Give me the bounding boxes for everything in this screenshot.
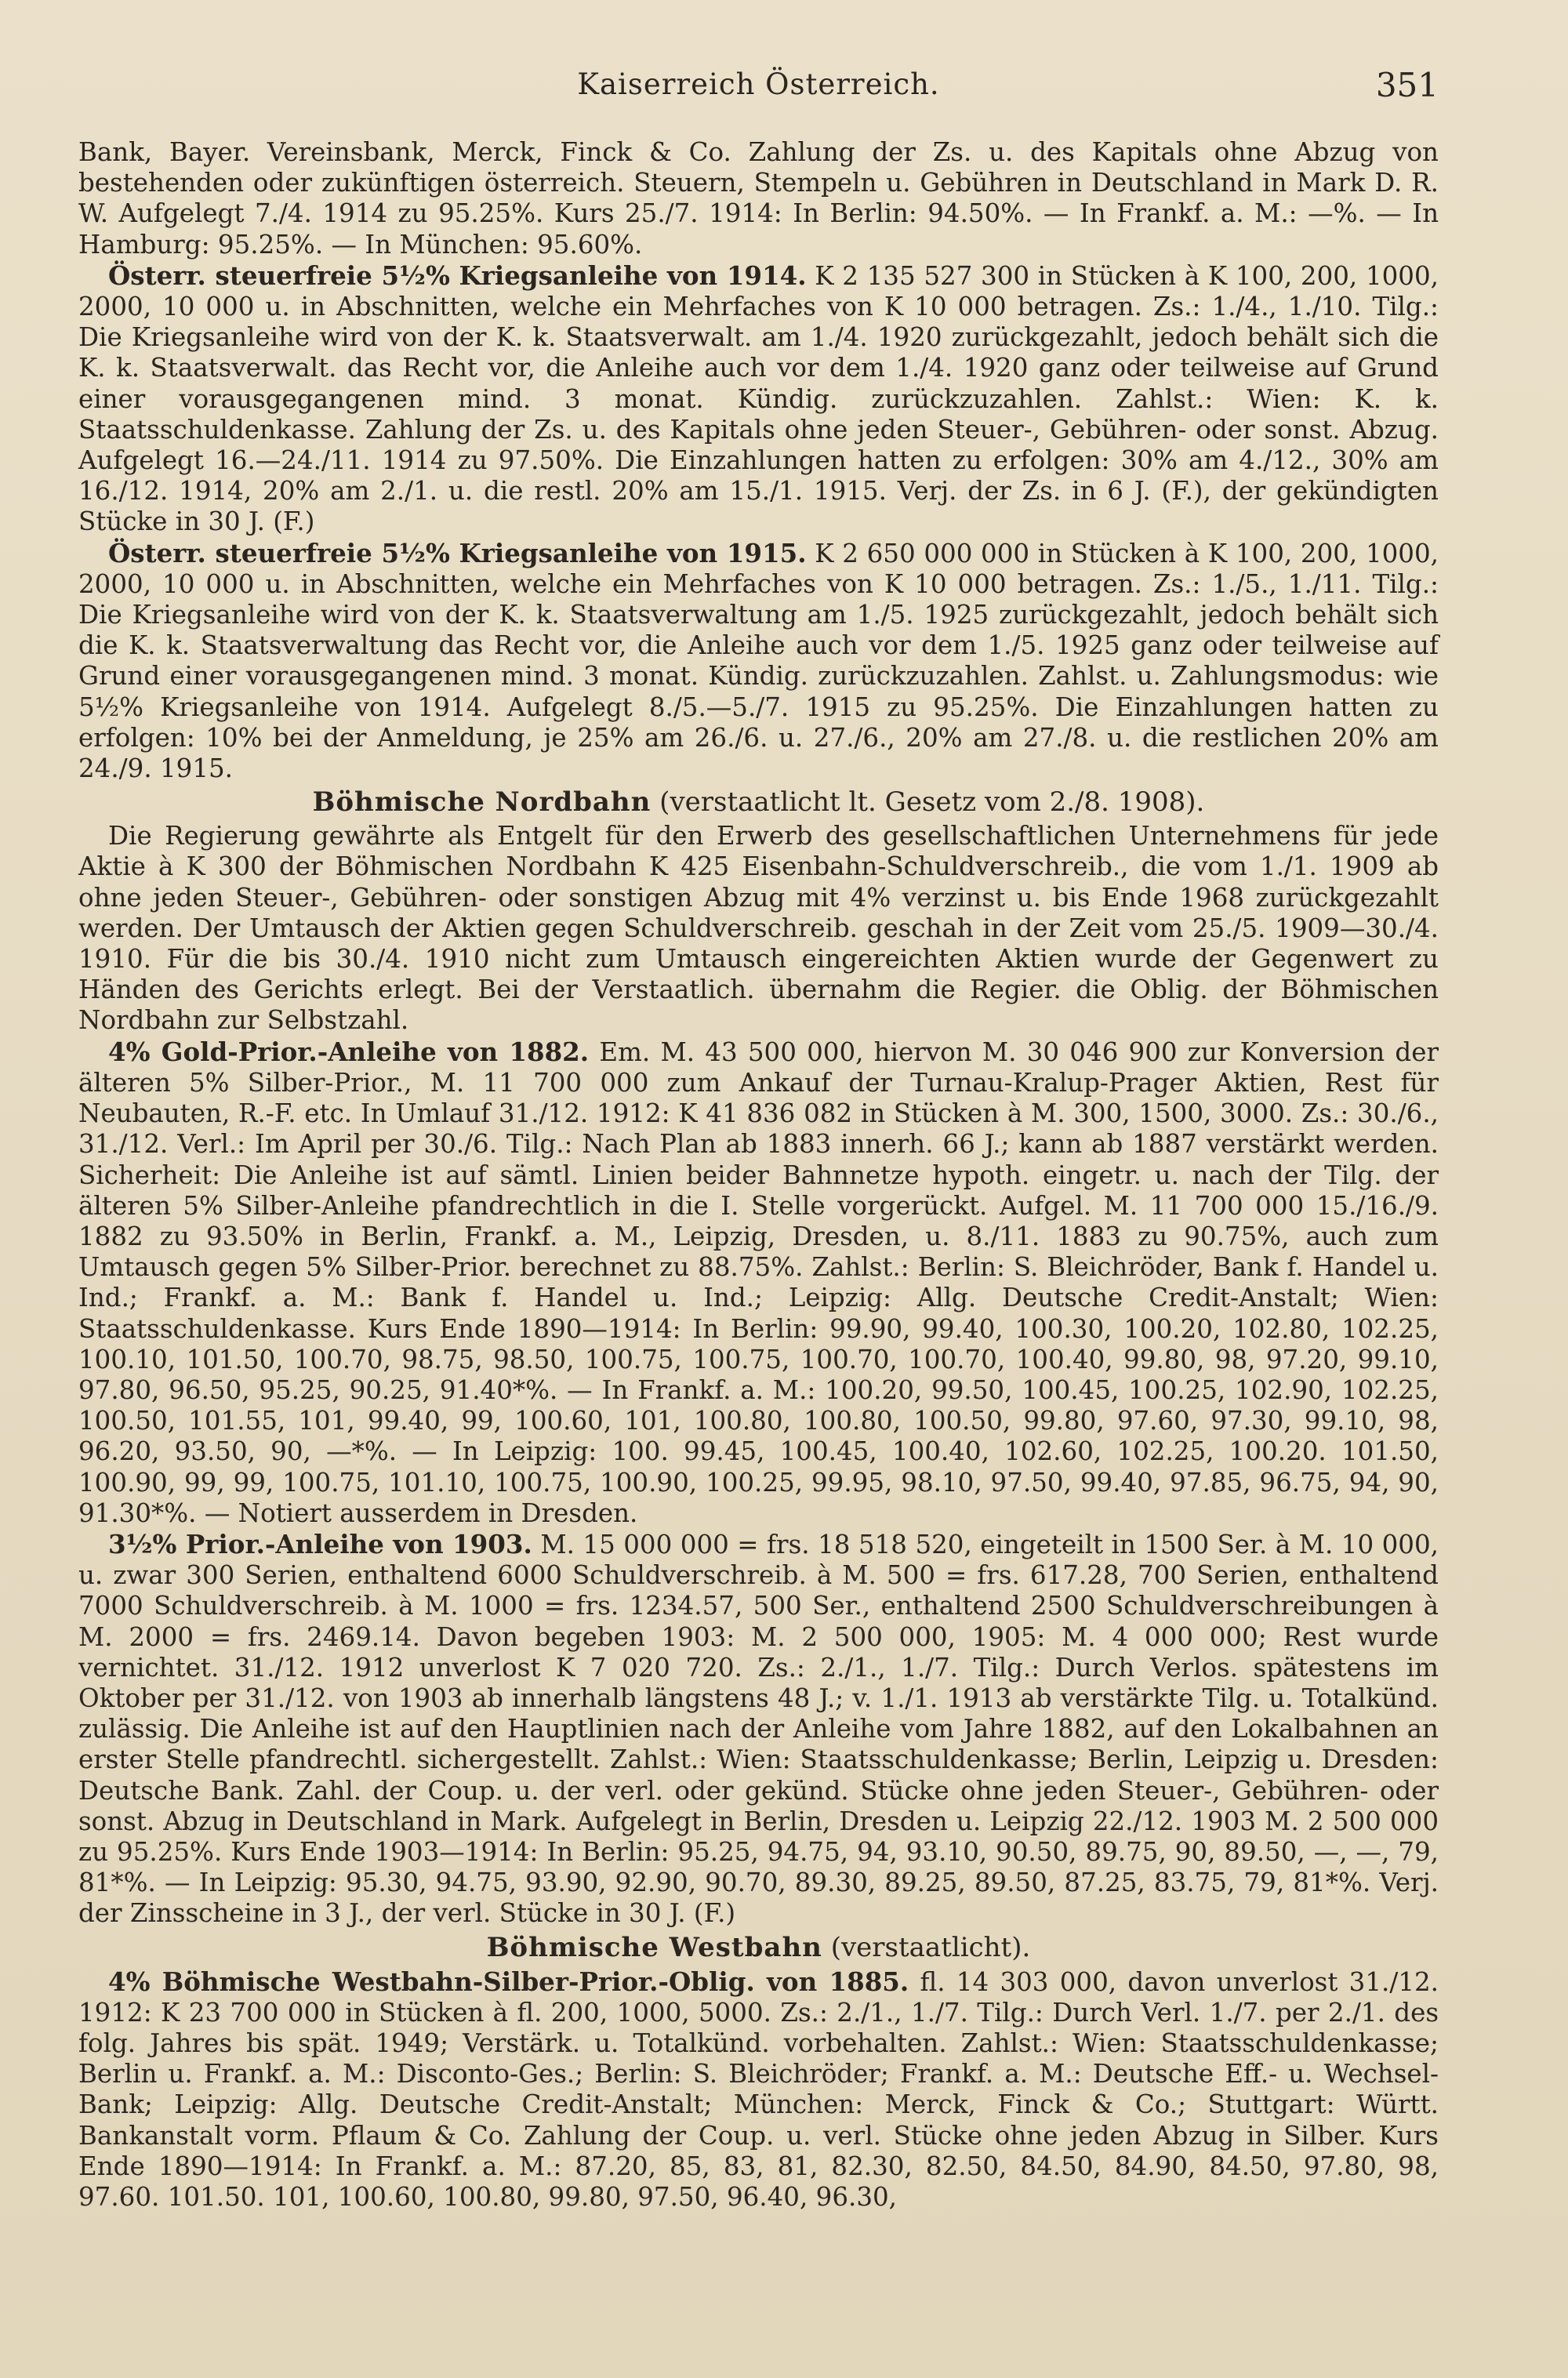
entry-title: 4% Gold-Prior.-Anleihe von 1882. [108, 1036, 590, 1067]
entry-title: 3½% Prior.-Anleihe von 1903. [108, 1528, 532, 1559]
entry-text: Em. M. 43 500 000, hiervon M. 30 046 900 zur Konversion der älteren 5% Silber-Prior., M. 11 700 000 zum Ankauf der Turnau-Kralup-Prager Aktien, Rest für Neubauten, R.-F. etc. In Umlauf 31./12. 1912: K 41 836 082 in Stücken à M. 300, 1500, 3000. Zs.: 30./6., 31./12. Verl.: Im April per 30./6. Tilg.: Nach Plan ab 1883 innerh. 66 J.; kann ab 1887 verstärkt werden. Sicherheit: Die Anleihe ist auf sämtl. Linien beider Bahnnetze hypoth. eingetr. u. nach der Tilg. der älteren 5% Silber-Anleihe pfandrechtlich in die I. Stelle vorgerückt. Aufgel. M. 11 700 000 15./16./9. 1882 zu 93.50% in Berlin, Frankf. a. M., Leipzig, Dresden, u. 8./11. 1883 zu 90.75%, auch zum Umtausch gegen 5% Silber-Prior. berechnet zu 88.75%. Zahlst.: Berlin: S. Bleichröder, Bank f. Handel u. Ind.; Frankf. a. M.: Bank f. Handel u. Ind.; Leipzig: Allg. Deutsche Credit-Anstalt; Wien: Staatsschuldenkasse. Kurs Ende 1890—1914: In Berlin: 99.90, 99.40, 100.30, 100.20, 102.80, 102.25, 100.10, 101.50, 100.70, 98.75, 98.50, 100.75, 100.75, 100.70, 100.70, 100.40, 99.80, 98, 97.20, 99.10, 97.80, 96.50, 95.25, 90.25, 91.40*%. — In Frankf. a. M.: 100.20, 99.50, 100.45, 100.25, 102.90, 102.25, 100.50, 101.55, 101, 99.40, 99, 100.60, 101, 100.80, 100.80, 100.50, 99.80, 97.60, 97.30, 99.10, 98, 96.20, 93.50, 90, —*%. — In Leipzig: 100. 99.45, 100.45, 100.40, 102.60, 102.25, 100.20. 101.50, 100.90, 99, 99, 100.75, 101.10, 100.75, 100.90, 100.25, 99.95, 98.10, 97.50, 99.40, 97.85, 96.75, 94, 90, 91.30*%. — Notiert ausserdem in Dresden. [78, 1037, 1439, 1528]
entry-title: 4% Böhmische Westbahn-Silber-Prior.-Oblig. von 1885. [108, 1966, 909, 1997]
section-heading-westbahn [78, 1933, 1439, 1963]
entry-title: Österr. steuerfreie 5½% Kriegsanleihe von 1914. [108, 260, 807, 291]
entry-gold-prior-1882 [78, 1037, 1439, 1529]
page-header [78, 61, 1439, 116]
section-name: Böhmische Westbahn [486, 1931, 822, 1963]
paragraph-continuation: Bank, Bayer. Vereinsbank, Merck, Finck & Co. Zahlung der Zs. u. des Kapitals ohne Abzug von bestehenden oder zukünftigen österreich. Steuern, Stempeln u. Gebühren in Deutschland in Mark D. R. W. Aufgelegt 7./4. 1914 zu 95.25%. Kurs 25./7. 1914: In Berlin: 94.50%. — In Frankf. a. M.: —%. — In Hamburg: 95.25%. — In München: 95.60%. [78, 137, 1439, 260]
paragraph-nordbahn-intro: Die Regierung gewährte als Entgelt für den Erwerb des gesellschaftlichen Unternehmens für jede Aktie à K 300 der Böhmischen Nordbahn K 425 Eisenbahn-Schuldverschreib., die vom 1./1. 1909 ab ohne jeden Steuer-, Gebühren- oder sonstigen Abzug mit 4% verzinst u. bis Ende 1968 zurückgezahlt werden. Der Umtausch der Aktien gegen Schuldverschreib. geschah in der Zeit vom 25./5. 1909—30./4. 1910. Für die bis 30./4. 1910 nicht zum Umtausch eingereichten Aktien wurde der Gegenwert zu Händen des Gerichts erlegt. Bei der Verstaatlich. übernahm die Regier. die Oblig. der Böhmischen Nordbahn zur Selbstzahl. [78, 821, 1439, 1036]
page-number: 351 [1375, 66, 1439, 104]
section-note: (verstaatlicht lt. Gesetz vom 2./8. 1908). [651, 786, 1205, 819]
section-heading-nordbahn [78, 787, 1439, 818]
page-body [78, 137, 1439, 2213]
running-head: Kaiserreich Österreich. [577, 67, 940, 101]
entry-text: K 2 650 000 000 in Stücken à K 100, 200, 1000, 2000, 10 000 u. in Abschnitten, welche ein Mehrfaches von K 10 000 betragen. Zs.: 1./5., 1./11. Tilg.: Die Kriegsanleihe wird von der K. k. Staatsverwaltung am 1./5. 1925 zurückgezahlt, jedoch behält sich die K. k. Staatsverwaltung das Recht vor, die Anleihe auch vor dem 1./5. 1925 ganz oder teilweise auf Grund einer vorausgegangenen mind. 3 monat. Kündig. zurückzuzahlen. Zahlst. u. Zahlungsmodus: wie 5½% Kriegsanleihe von 1914. Aufgelegt 8./5.—5./7. 1915 zu 95.25%. Die Einzahlungen hatten zu erfolgen: 10% bei der Anmeldung, je 25% am 26./6. u. 27./6., 20% am 27./8. u. die restlichen 20% am 24./9. 1915. [78, 538, 1439, 784]
section-note: (verstaatlicht). [822, 1931, 1031, 1963]
entry-text: K 2 135 527 300 in Stücken à K 100, 200, 1000, 2000, 10 000 u. in Abschnitten, welche ein Mehrfaches von K 10 000 betragen. Zs.: 1./4., 1./10. Tilg.: Die Kriegsanleihe wird von der K. k. Staatsverwalt. am 1./4. 1920 zurückgezahlt, jedoch behält sich die K. k. Staatsverwalt. das Recht vor, die Anleihe auch vor dem 1./4. 1920 ganz oder teilweise auf Grund einer vorausgegangenen mind. 3 monat. Kündig. zurückzuzahlen. Zahlst.: Wien: K. k. Staatsschuldenkasse. Zahlung der Zs. u. des Kapitals ohne jeden Steuer-, Gebühren- oder sonst. Abzug. Aufgelegt 16.—24./11. 1914 zu 97.50%. Die Einzahlungen hatten zu erfolgen: 30% am 4./12., 30% am 16./12. 1914, 20% am 2./1. u. die restl. 20% am 15./1. 1915. Verj. der Zs. in 6 J. (F.), der gekündigten Stücke in 30 J. (F.) [78, 260, 1439, 537]
section-name: Böhmische Nordbahn [312, 786, 652, 819]
entry-title: Österr. steuerfreie 5½% Kriegsanleihe von 1915. [108, 537, 807, 568]
entry-text: fl. 14 303 000, davon unverlost 31./12. 1912: K 23 700 000 in Stücken à fl. 200, 1000, 5000. Zs.: 2./1., 1./7. Tilg.: Durch Verl. 1./7. per 2./1. des folg. Jahres bis spät. 1949; Verstärk. u. Totalkünd. vorbehalten. Zahlst.: Wien: Staatsschuldenkasse; Berlin u. Frankf. a. M.: Disconto-Ges.; Berlin: S. Bleichröder; Frankf. a. M.: Deutsche Eff.- u. Wechsel-Bank; Leipzig: Allg. Deutsche Credit-Anstalt; München: Merck, Finck & Co.; Stuttgart: Württ. Bankanstalt vorm. Pflaum & Co. Zahlung der Coup. u. verl. Stücke ohne jeden Abzug in Silber. Kurs Ende 1890—1914: In Frankf. a. M.: 87.20, 85, 83, 81, 82.30, 82.50, 84.50, 84.90, 84.50, 97.80, 98, 97.60. 101.50. 101, 100.60, 100.80, 99.80, 97.50, 96.40, 96.30, [78, 1966, 1439, 2212]
entry-kriegsanleihe-1915 [78, 538, 1439, 785]
entry-westbahn-1885 [78, 1966, 1439, 2213]
entry-kriegsanleihe-1914 [78, 260, 1439, 538]
entry-prior-1903 [78, 1529, 1439, 1930]
entry-text: M. 15 000 000 = frs. 18 518 520, eingeteilt in 1500 Ser. à M. 10 000, u. zwar 300 Serien, enthaltend 6000 Schuldverschreib. à M. 500 = frs. 617.28, 700 Serien, enthaltend 7000 Schuldverschreib. à M. 1000 = frs. 1234.57, 500 Ser., enthaltend 2500 Schuldverschreibungen à M. 2000 = frs. 2469.14. Davon begeben 1903: M. 2 500 000, 1905: M. 4 000 000; Rest wurde vernichtet. 31./12. 1912 unverlost K 7 020 720. Zs.: 2./1., 1./7. Tilg.: Durch Verlos. spätestens im Oktober per 31./12. von 1903 ab innerhalb längstens 48 J.; v. 1./1. 1913 ab verstärkte Tilg. u. Totalkünd. zulässig. Die Anleihe ist auf den Hauptlinien nach der Anleihe vom Jahre 1882, auf den Lokalbahnen an erster Stelle pfandrechtl. sichergestellt. Zahlst.: Wien: Staatsschuldenkasse; Berlin, Leipzig u. Dresden: Deutsche Bank. Zahl. der Coup. u. der verl. oder gekünd. Stücke ohne jeden Steuer-, Gebühren- oder sonst. Abzug in Deutschland in Mark. Aufgelegt in Berlin, Dresden u. Leipzig 22./12. 1903 M. 2 500 000 zu 95.25%. Kurs Ende 1903—1914: In Berlin: 95.25, 94.75, 94, 93.10, 90.50, 89.75, 90, 89.50, —, —, 79, 81*%. — In Leipzig: 95.30, 94.75, 93.90, 92.90, 90.70, 89.30, 89.25, 89.50, 87.25, 83.75, 79, 81*%. Verj. der Zinsscheine in 3 J., der verl. Stücke in 30 J. (F.) [78, 1529, 1439, 1929]
